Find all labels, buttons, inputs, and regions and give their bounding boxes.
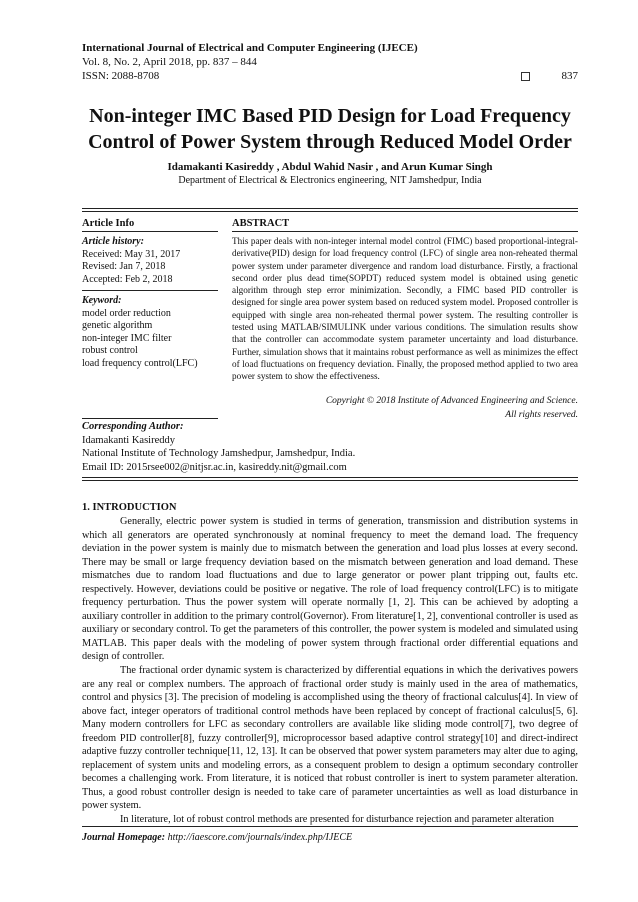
corresponding-label: Corresponding Author: [82, 421, 184, 432]
divider [232, 231, 578, 232]
rights-line: All rights reserved. [505, 410, 578, 420]
introduction-heading: 1. INTRODUCTION [82, 502, 177, 513]
abstract-text: This paper deals with non-integer internal model control (FIMC) based proportional-integral-derivative(PID) design for load frequency control (LFC) of single area non-reheated thermal power system under parameter divergence and random load disturbance. Firstly, a fractional second order plus dead time(SOPDT) reduced system model is obtained using genetic algorithm through step error minimization. Secondly, a FIMC based PID controller is designed for single area power system based on reduced system model. Proposed controller is equipped with single area non-reheated thermal power system. The resulting controller is tested using MATLAB/SIMULINK under various conditions. The simulation results show that the controller can accommodate system parameter uncertainty and load disturbance. Further, simulation shows that it maintains robust performance as well as minimizes the effect of load fluctuations on frequency deviation. Finally, the proposed method applied to two area power system to show the effectiveness. [232, 236, 578, 382]
abstract-heading: ABSTRACT [232, 218, 290, 229]
divider [82, 418, 218, 419]
accepted-date: Accepted: Feb 2, 2018 [82, 273, 173, 285]
corresponding-author [82, 420, 578, 474]
revised-date: Revised: Jan 7, 2018 [82, 261, 166, 272]
homepage-label: Journal Homepage: [82, 832, 166, 843]
keyword-label: Keyword: [82, 295, 122, 306]
journal-homepage [82, 832, 352, 843]
page-number: 837 [561, 70, 578, 82]
keyword-item: robust control [82, 345, 138, 356]
keyword-item: non-integer IMC filter [82, 332, 172, 344]
section-divider [82, 477, 578, 481]
author-email: Email ID: 2015rsee002@nitjsr.ac.in, kasireddy.nit@gmail.com [82, 461, 347, 473]
title-line: Control of Power System through Reduced Model Order [88, 131, 572, 153]
title-line: Non-integer IMC Based PID Design for Load Frequency [89, 105, 571, 127]
running-header [82, 41, 578, 83]
article-info-heading [82, 218, 218, 231]
issn: ISSN: 2088-8708 [82, 70, 160, 82]
author-institute: National Institute of Technology Jamshedpur, Jamshedpur, India. [82, 448, 356, 460]
author-name: Idamakanti Kasireddy [82, 434, 176, 446]
volume-info: Vol. 8, No. 2, April 2018, pp. 837 – 844 [82, 56, 257, 68]
square-icon [521, 72, 530, 81]
journal-name: International Journal of Electrical and Computer Engineering (IJECE) [82, 42, 418, 54]
article-history [82, 236, 218, 286]
issn-line [82, 69, 578, 83]
paragraph: In literature, lot of robust control methods are presented for disturbance rejection and parameter alteration [120, 814, 555, 826]
paragraph: Generally, electric power system is studied in terms of generation, transmission and distribution systems in which all generators are operated synchronously at nominal frequency to meet the demand load. The frequency deviation in the power system is mainly due to mismatch between the generation and load plus losses at every second. There may be small or large frequency deviation based on the mismatch between generation and load demand. These mismatches due to random load fluctuations and due to large generator or power plant tripping out, faults etc. respectively. However, deviations could be positive or negative. The role of load frequency control(LFC) is to mitigate frequency perturbation. Thus the power system will operate normally [1, 2]. This can be achieved by adopting a auxiliary controller in addition to the primary control(Governor). From literature[1, 2], conventional controller is used as auxiliary or secondary control. To get the parameters of this controller, the power system is modeled and simulated using MATLAB. This paper deals with the modeling of power system through fractional order differential equations and design of controller. [82, 516, 578, 663]
introduction-body [82, 515, 578, 827]
paragraph: The fractional order dynamic system is characterized by differential equations in which the derivatives powers are any real or complex numbers. The approach of fractional order study is mainly used in the area of mathematics, control and physics [3]. The precision of modeling is accomplished using the theory of fractional calculus[4]. In view of above fact, integer operators of traditional control methods have been replaced by concept of fractional calculus[5, 6]. Many modern controllers for LFC as secondary controllers are available like sliding mode control[7], two degree of freedom PID controller[8], fuzzy controller[9], microprocessor based adaptive control strategy[10] and direct-indirect adaptive fuzzy controller technique[11, 12, 13]. It can be observed that power system parameters may alter due to aging, replacement of system units and modeling errors, as a consequent problem to design a optimum secondary controller becomes a challenging work. From literature, it is noticed that robust controller is inert to system parameter alteration. Thus, a good robust controller design is needed to take care of parameter uncertainties as well as load disturbance in power system. [82, 665, 578, 812]
received-date: Received: May 31, 2017 [82, 248, 181, 260]
keyword-item: load frequency control(LFC) [82, 357, 198, 369]
copyright-notice [232, 394, 578, 422]
keyword-item: model order reduction [82, 307, 171, 319]
paper-title [82, 103, 578, 155]
divider [82, 231, 218, 232]
history-label: Article history: [82, 236, 144, 247]
divider [82, 290, 218, 291]
section-divider [82, 208, 578, 212]
article-info-title: Article Info [82, 218, 135, 229]
keyword-item: genetic algorithm [82, 320, 153, 331]
keywords [82, 295, 218, 370]
homepage-url[interactable]: http://iaescore.com/journals/index.php/IJECE [167, 832, 353, 843]
affiliation: Department of Electrical & Electronics engineering, NIT Jamshedpur, India [178, 175, 482, 186]
copyright-line: Copyright © 2018 Institute of Advanced Engineering and Science. [325, 396, 578, 406]
authors: Idamakanti Kasireddy , Abdul Wahid Nasir , and Arun Kumar Singh [167, 161, 493, 173]
footer-divider [82, 826, 578, 827]
